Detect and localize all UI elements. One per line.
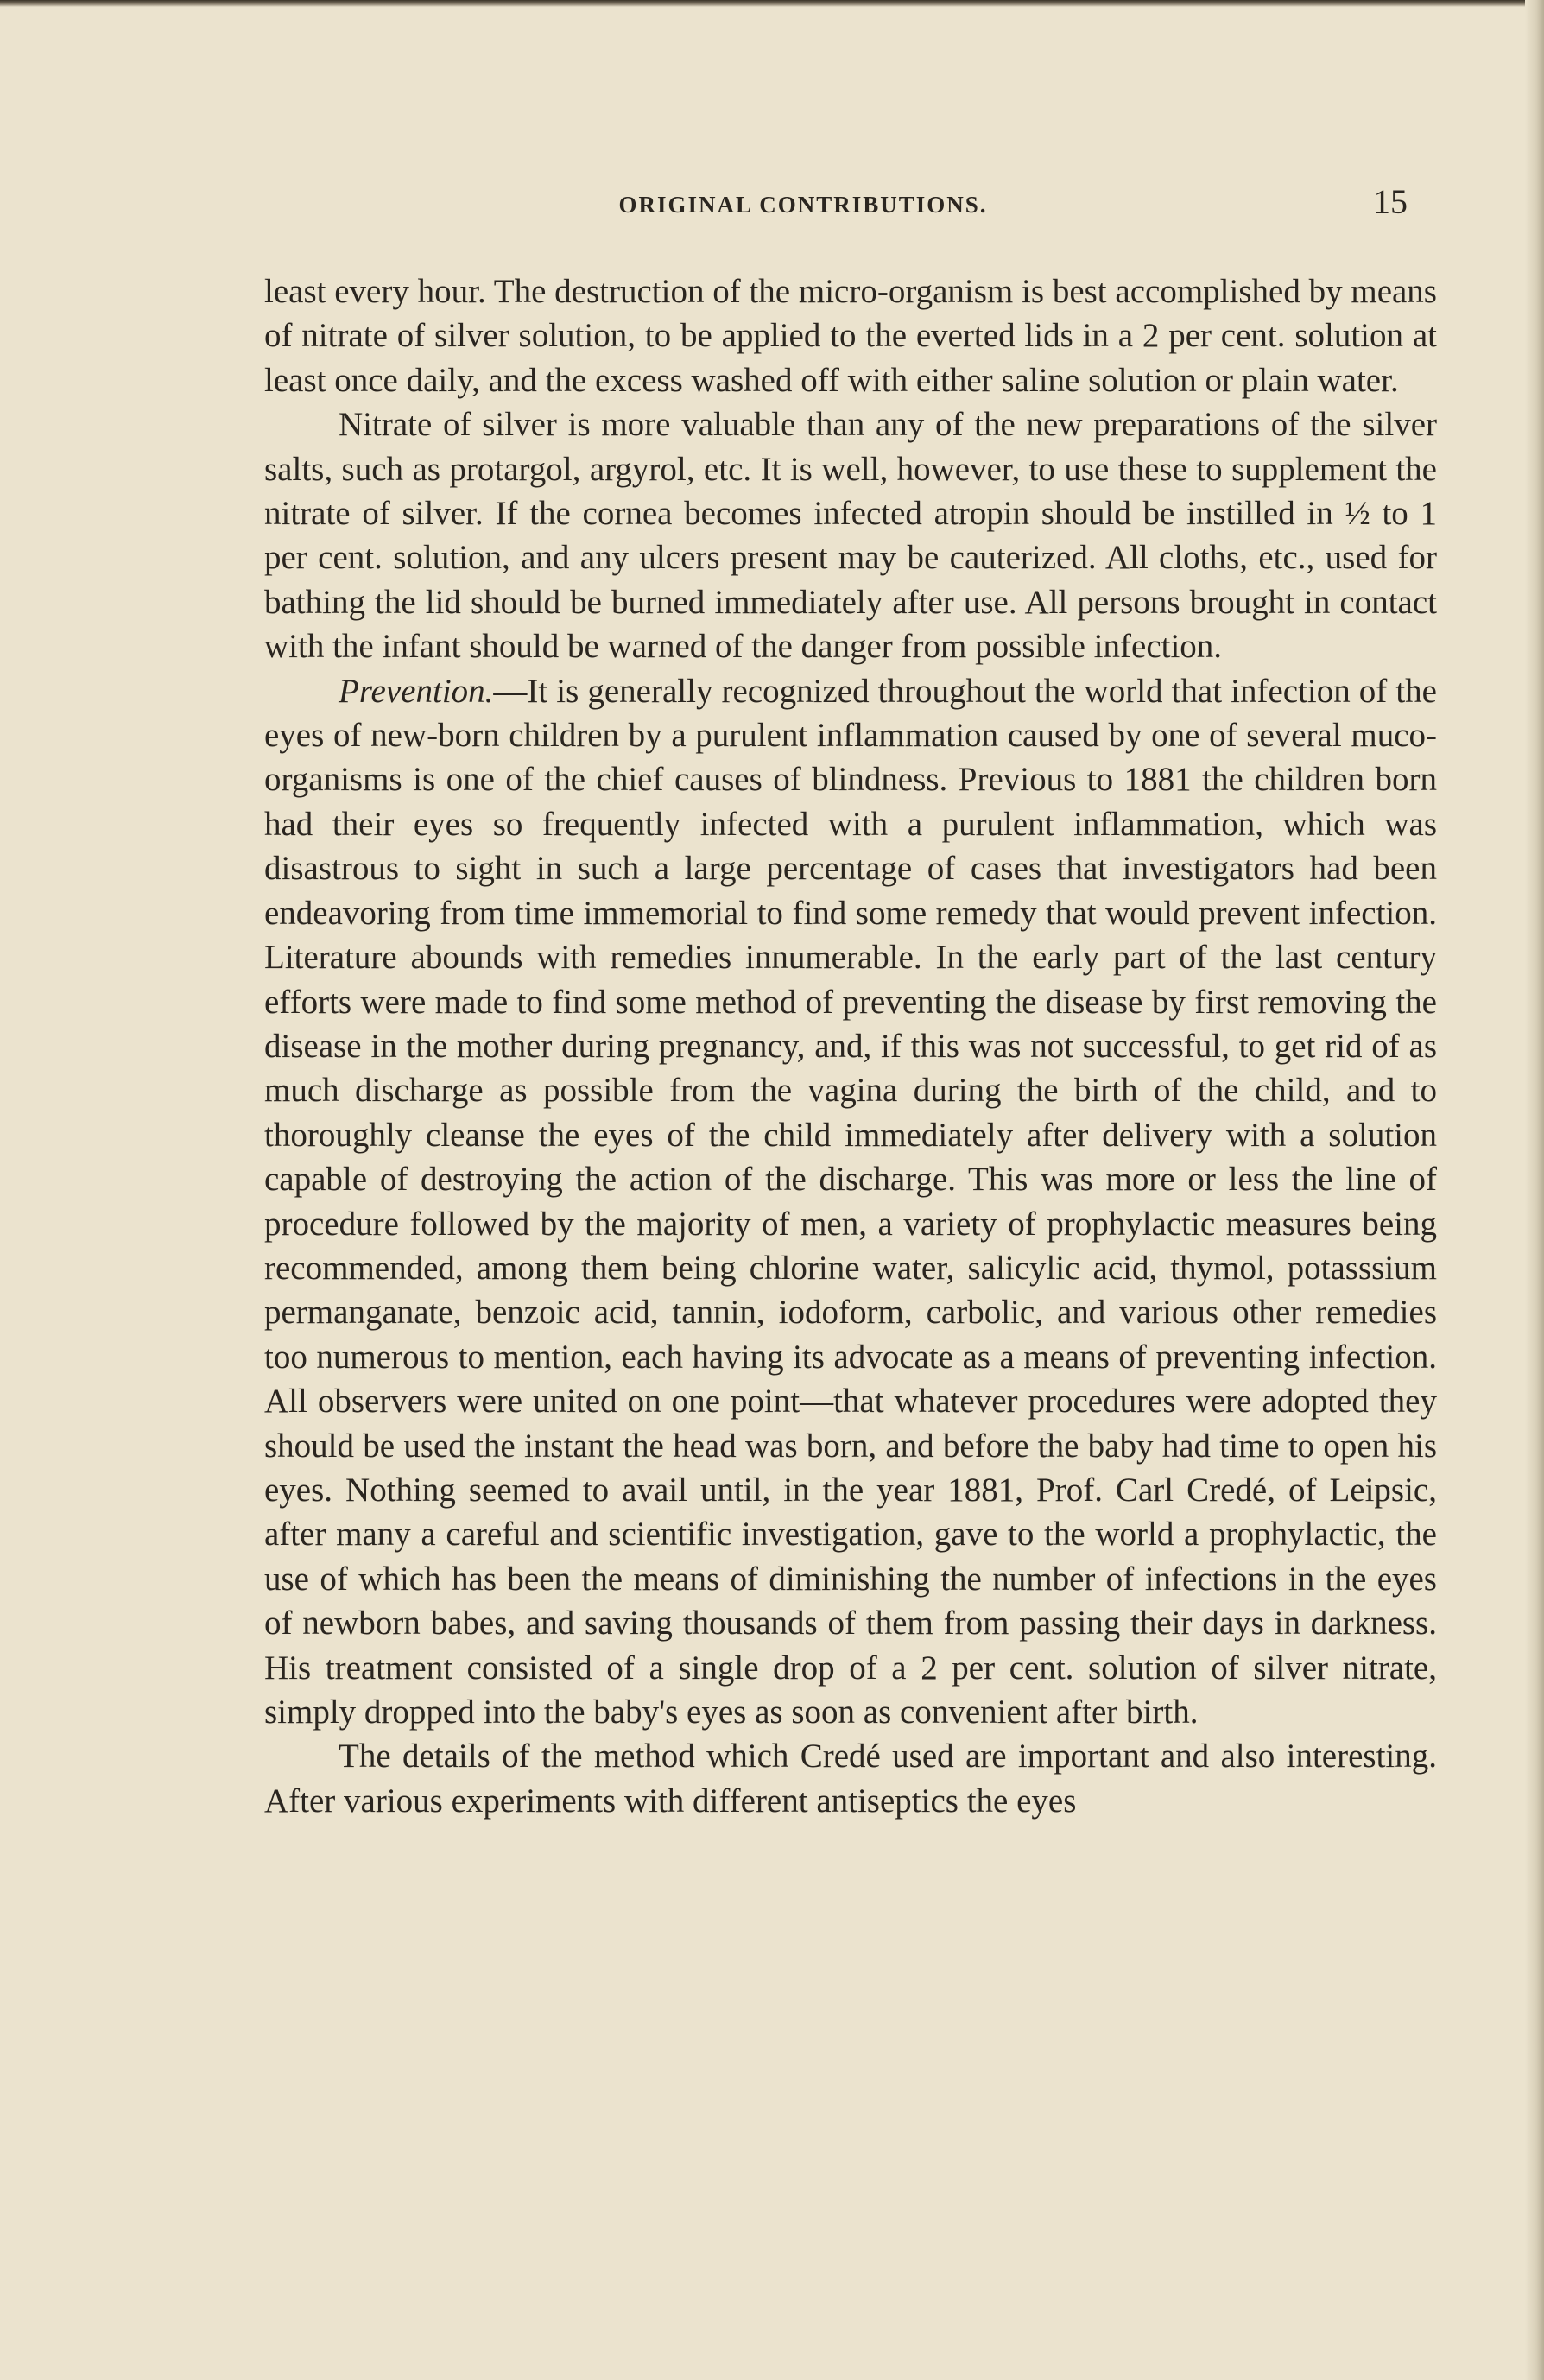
paragraph	[264, 1734, 1437, 1823]
body-text	[264, 269, 1437, 1823]
page-right-edge	[1525, 0, 1544, 2380]
page-number: 15	[1373, 182, 1408, 221]
paragraph	[264, 669, 1437, 1735]
running-title: ORIGINAL CONTRIBUTIONS.	[618, 192, 988, 218]
paragraph-text: —It is generally recognized throughout the world that infection of the eyes of new-born children by a purulent inflammation caused by one of several muco-organisms is one of the chief causes of blindness. Previous to 1881 the children born had their eyes so frequently infected with a purulent inflammation, which was disastrous to sight in such a large percentage of cases that investigators had been endeavoring from time immemorial to find some remedy that would prevent infection. Literature abounds with remedies innumerable. In the early part of the last century efforts were made to find some method of preventing the disease by first removing the disease in the mother during pregnancy, and, if this was not successful, to get rid of as much discharge as possible from the vagina during the birth of the child, and to thoroughly cleanse the eyes of the child immediately after delivery with a solution capable of destroying the action of the discharge. This was more or less the line of procedure followed by the majority of men, a variety of prophylactic measures being recommended, among them being chlorine water, salicylic acid, thymol, potasssium permanganate, benzoic acid, tannin, iodoform, carbolic, and various other remedies too numerous to mention, each having its advocate as a means of preventing infection. All observers were united on one point—that whatever procedures were adopted they should be used the instant the head was born, and before the baby had time to open his eyes. Nothing seemed to avail until, in the year 1881, Prof. Carl Credé, of Leipsic, after many a careful and scientific investigation, gave to the world a prophylactic, the use of which has been the means of diminishing the number of infections in the eyes of newborn babes, and saving thousands of them from passing their days in darkness. His treatment consisted of a single drop of a 2 per cent. solution of silver nitrate, simply dropped into the baby's eyes as soon as convenient after birth.	[264, 672, 1437, 1731]
paragraph-text: least every hour. The destruction of the micro-organism is best accomplished by means of nitrate of silver solution, to be applied to the everted lids in a 2 per cent. solution at least once daily, and the excess washed off with either saline solution or plain water.	[264, 273, 1437, 399]
paragraph-text: The details of the method which Credé used are important and also interesting. After various experiments with different antiseptics the eyes	[264, 1738, 1437, 1820]
page-top-edge	[0, 0, 1544, 7]
paragraph-text: Nitrate of silver is more valuable than any of the new preparations of the silver salts, such as protargol, argyrol, etc. It is well, however, to use these to supplement the nitrate of silver. If the cornea becomes infected atropin should be instilled in ½ to 1 per cent. solution, and any ulcers present may be cauterized. All cloths, etc., used for bathing the lid should be burned immediately after use. All persons brought in contact with the infant should be warned of the danger from possible infection.	[264, 406, 1437, 666]
paragraph	[264, 402, 1437, 668]
section-heading: Prevention.	[339, 672, 494, 710]
running-head	[0, 180, 1544, 231]
paragraph	[264, 269, 1437, 402]
